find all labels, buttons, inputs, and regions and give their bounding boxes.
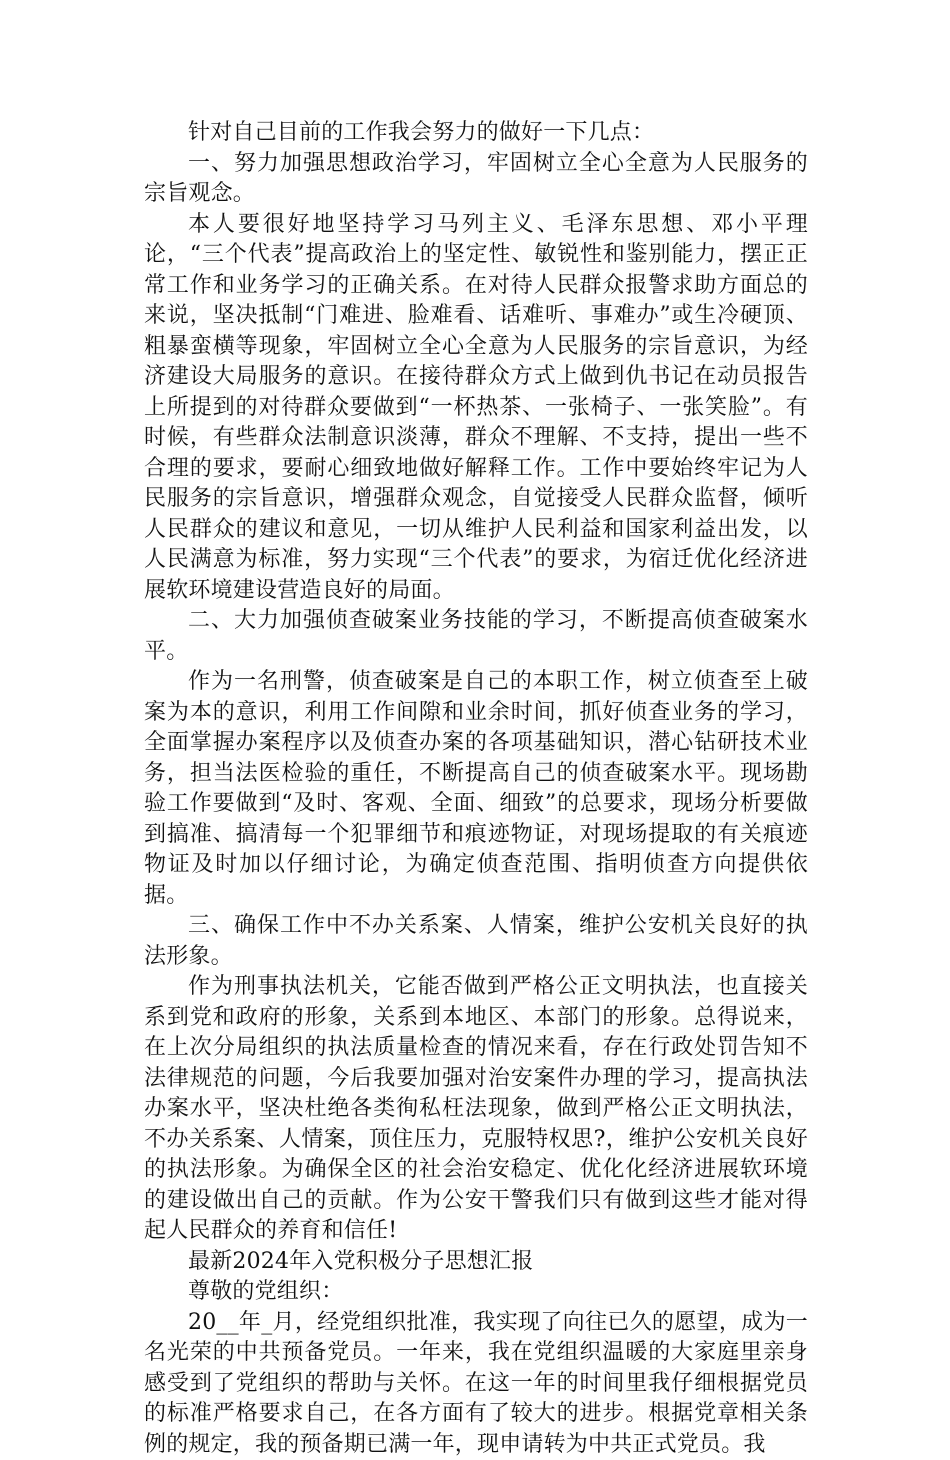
section-heading-3: 三、确保工作中不办关系案、人情案，维护公安机关良好的执法形象。 [144,911,808,972]
report-title: 最新2024年入党积极分子思想汇报 [144,1247,808,1278]
body-paragraph-4: 20__年_月，经党组织批准，我实现了向往已久的愿望，成为一名光荣的中共预备党员。一年来，我在党组织温暖的大家庭里亲身感受到了党组织的帮助与关怀。在这一年的时间里我仔细根据党员的标准严格要求自己，在各方面有了较大的进步。根据党章相关条例的规定，我的预备期已满一年，现申请转为中共正式党员。我 [144,1308,808,1460]
body-paragraph-3: 作为刑事执法机关，它能否做到严格公正文明执法，也直接关系到党和政府的形象，关系到本地区、本部门的形象。总得说来，在上次分局组织的执法质量检查的情况来看，存在行政处罚告知不法律规范的问题，今后我要加强对治安案件办理的学习，提高执法办案水平，坚决杜绝各类徇私枉法现象，做到严格公正文明执法，不办关系案、人情案，顶住压力，克服特权思?，维护公安机关良好的执法形象。为确保全区的社会治安稳定、优化化经济进展软环境的建设做出自己的贡献。作为公安干警我们只有做到这些才能对得起人民群众的养育和信任! [144,972,808,1247]
body-paragraph-1: 本人要很好地坚持学习马列主义、毛泽东思想、邓小平理论，“三个代表”提高政治上的坚定性、敏锐性和鉴别能力，摆正正常工作和业务学习的正确关系。在对待人民群众报警求助方面总的来说，坚决抵制“门难进、脸难看、话难听、事难办”或生冷硬顶、粗暴蛮横等现象，牢固树立全心全意为人民服务的宗旨意识，为经济建设大局服务的意识。在接待群众方式上做到仇书记在动员报告上所提到的对待群众要做到“一杯热茶、一张椅子、一张笑脸”。有时候，有些群众法制意识淡薄，群众不理解、不支持，提出一些不合理的要求，要耐心细致地做好解释工作。工作中要始终牢记为人民服务的宗旨意识，增强群众观念，自觉接受人民群众监督，倾听人民群众的建议和意见，一切从维护人民利益和国家利益出发，以人民满意为标准，努力实现“三个代表”的要求，为宿迁优化经济进展软环境建设营造良好的局面。 [144,210,808,607]
section-heading-1: 一、努力加强思想政治学习，牢固树立全心全意为人民服务的宗旨观念。 [144,149,808,210]
document-body [144,118,808,1460]
intro-paragraph: 针对自己目前的工作我会努力的做好一下几点： [144,118,808,149]
salutation: 尊敬的党组织： [144,1277,808,1308]
body-paragraph-2: 作为一名刑警，侦查破案是自己的本职工作，树立侦查至上破案为本的意识，利用工作间隙和业余时间，抓好侦查业务的学习，全面掌握办案程序以及侦查办案的各项基础知识，潜心钻研技术业务，担当法医检验的重任，不断提高自己的侦查破案水平。现场勘验工作要做到“及时、客观、全面、细致”的总要求，现场分析要做到搞准、搞清每一个犯罪细节和痕迹物证，对现场提取的有关痕迹物证及时加以仔细讨论，为确定侦查范围、指明侦查方向提供依据。 [144,667,808,911]
section-heading-2: 二、大力加强侦查破案业务技能的学习，不断提高侦查破案水平。 [144,606,808,667]
